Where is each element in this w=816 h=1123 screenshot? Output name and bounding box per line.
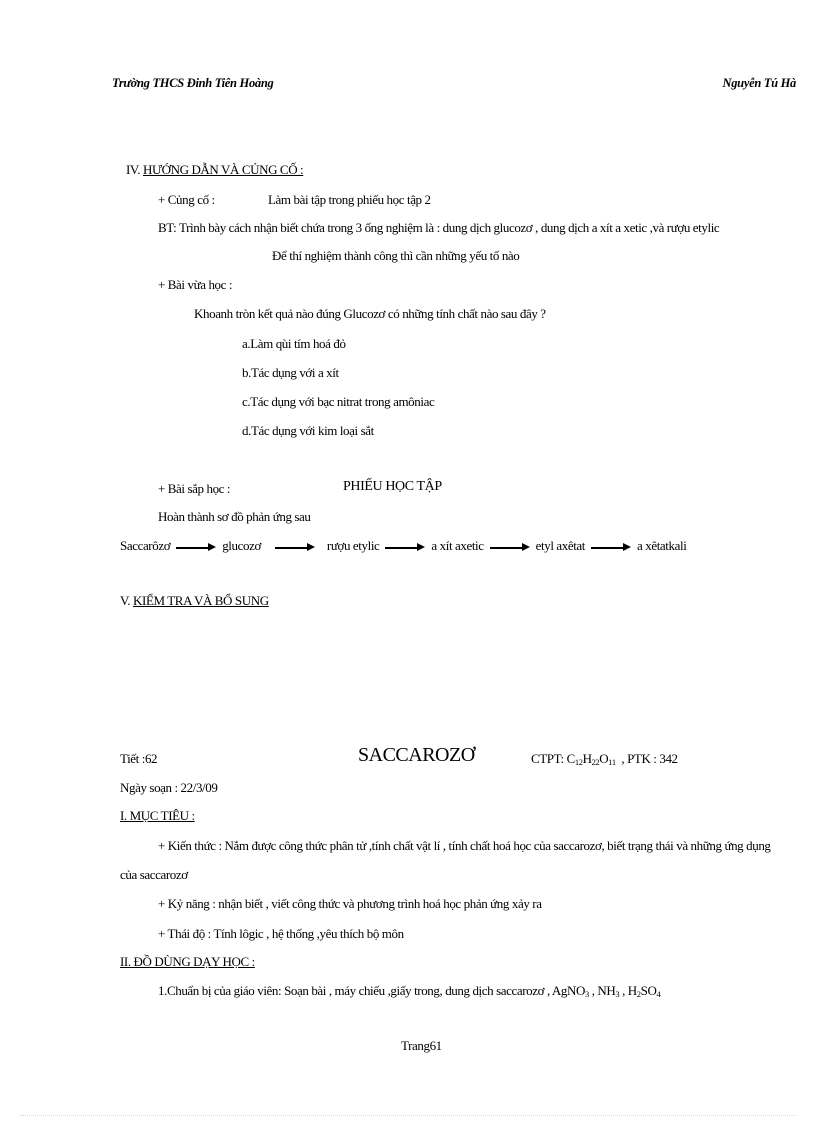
lesson-title: SACCAROZƠ bbox=[358, 744, 475, 766]
author-name: Nguyễn Tú Hà bbox=[722, 76, 796, 90]
scheme-instruction: Hoàn thành sơ đồ phản ứng sau bbox=[158, 509, 311, 524]
arrow-icon bbox=[275, 542, 315, 552]
molecular-formula: CTPT: $C_{12}H_{22}O_{11}$ , PTK : 342 bbox=[531, 751, 678, 767]
molecular-weight: , PTK : 342 bbox=[621, 751, 678, 766]
exercise-continuation: Để thí nghiệm thành công thì cần những yếu tố nào bbox=[272, 248, 520, 263]
scheme-step-2: glucozơ bbox=[222, 538, 261, 553]
scheme-step-1: Saccarôzơ bbox=[120, 538, 171, 553]
section-5-title: KIỂM TRA VÀ BỔ SUNG bbox=[133, 593, 269, 608]
exercise-text: BT: Trình bày cách nhận biết chứa trong 3 ống nghiệm là : dung dịch glucozơ , dung dịch a xít a xetic ,và rượu etylic bbox=[158, 220, 720, 235]
objective-attitude: + Thái độ : Tính lôgic , hệ thống ,yêu thích bộ môn bbox=[158, 926, 404, 941]
objective-knowledge-cont: của saccarozơ bbox=[120, 867, 188, 882]
objective-knowledge: + Kiến thức : Nắm được công thức phân tử ,tính chất vật lí , tính chất hoá học của saccarozơ, biết trạng thái và những ứng dụng bbox=[158, 838, 771, 853]
arrow-icon bbox=[591, 542, 631, 552]
option-a: a.Làm qùi tím hoá đỏ bbox=[242, 336, 346, 351]
arrow-icon bbox=[385, 542, 425, 552]
teacher-preparation: 1.Chuẩn bị của giáo viên: Soạn bài , máy chiếu ,giấy trong, dung dịch saccarozơ , AgNO$_3$ , $NH_3$ , $H_2SO_4$ bbox=[158, 983, 661, 999]
option-b: b.Tác dụng với a xít bbox=[242, 365, 339, 380]
reaction-scheme bbox=[120, 538, 686, 554]
school-name: Trường THCS Đinh Tiên Hoàng bbox=[112, 76, 274, 90]
page-number: Trang61 bbox=[401, 1038, 442, 1053]
arrow-icon bbox=[490, 542, 530, 552]
scheme-step-3: rượu etylic bbox=[326, 538, 380, 553]
option-d: d.Tác dụng với kim loại sắt bbox=[242, 423, 374, 438]
consolidate-label: + Củng cố : bbox=[158, 192, 215, 207]
consolidate-text: Làm bài tập trong phiếu học tập 2 bbox=[268, 192, 431, 207]
option-c: c.Tác dụng với bạc nitrat trong amôniac bbox=[242, 394, 435, 409]
lesson-date: Ngày soạn : 22/3/09 bbox=[120, 780, 218, 795]
scheme-step-4: a xít axetic bbox=[431, 538, 484, 553]
section-2-heading: II. ĐỒ DÙNG DẠY HỌC : bbox=[120, 954, 255, 969]
worksheet-title: PHIẾU HỌC TẬP bbox=[343, 479, 442, 494]
just-learned-label: + Bài vừa học : bbox=[158, 277, 233, 292]
scheme-step-5: etyl axêtat bbox=[535, 538, 586, 553]
section-5-heading bbox=[120, 593, 269, 609]
section-1-heading: I. MỤC TIÊU : bbox=[120, 808, 195, 823]
section-4-title: HƯỚNG DẪN VÀ CỦNG CỐ : bbox=[142, 162, 304, 177]
scheme-step-6: a xêtatkali bbox=[637, 538, 687, 553]
objective-skills: + Kỷ năng : nhận biết , viết công thức và phương trình hoá học phản ứng xảy ra bbox=[158, 896, 542, 911]
question-text: Khoanh tròn kết quả nào đúng Glucozơ có những tính chất nào sau đây ? bbox=[194, 306, 546, 321]
lesson-period: Tiết :62 bbox=[120, 751, 158, 766]
next-lesson-label: + Bài sắp học : bbox=[158, 481, 231, 496]
section-4-numeral: IV. bbox=[126, 162, 141, 177]
section-5-numeral: V. bbox=[120, 593, 131, 608]
section-4-heading bbox=[126, 162, 303, 178]
page-bottom-divider bbox=[20, 1115, 796, 1116]
arrow-icon bbox=[176, 542, 216, 552]
